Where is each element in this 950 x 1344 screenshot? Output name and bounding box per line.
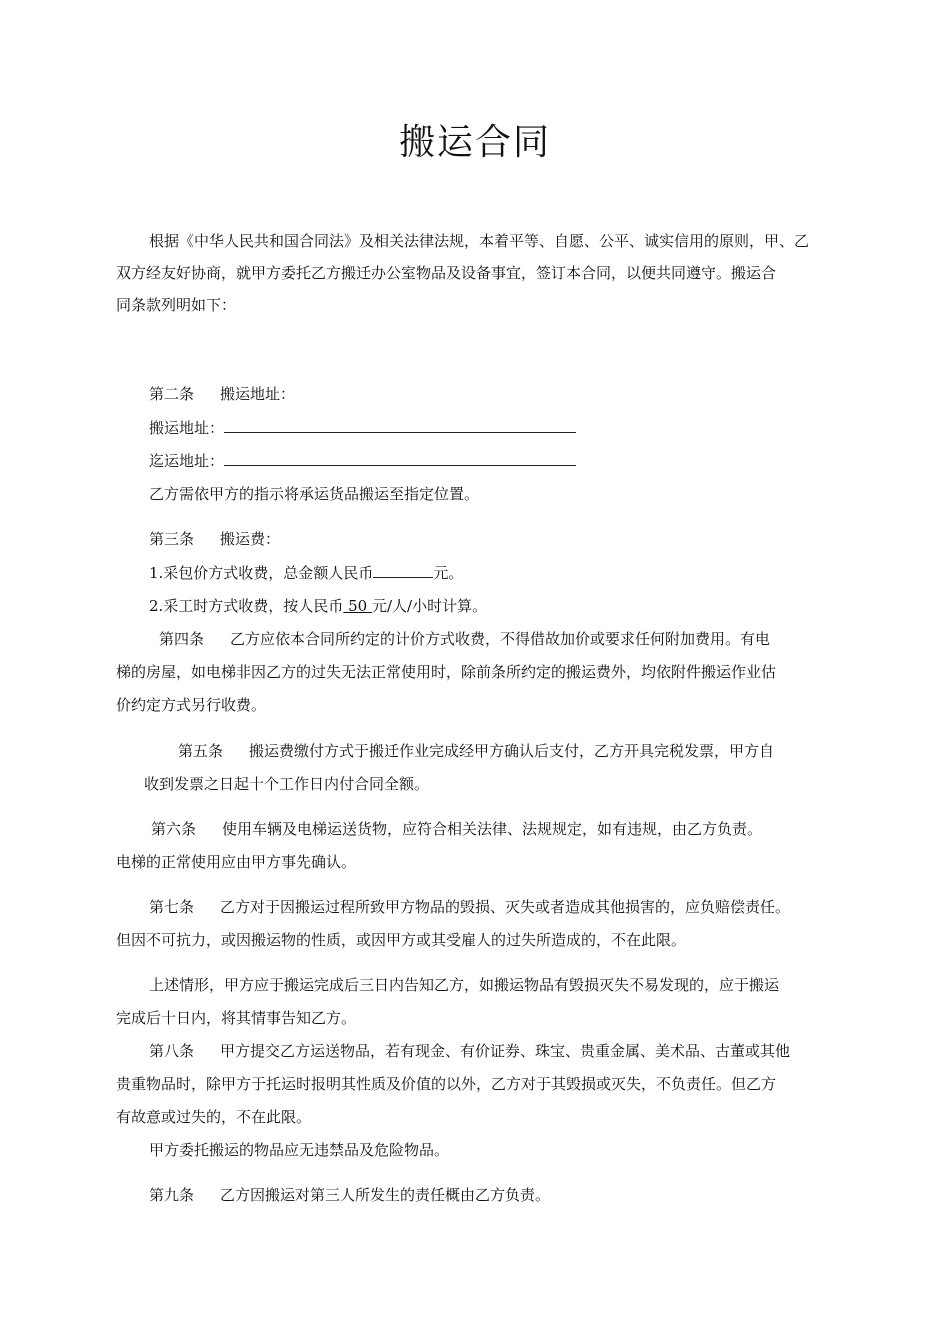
fee-option-2-suffix: 元/人/小时计算。 (371, 597, 488, 615)
total-amount-field[interactable] (373, 563, 433, 578)
from-address-field[interactable] (224, 418, 576, 433)
intro-line-3: 同条款列明如下： (116, 296, 237, 314)
article-7-label: 第七条 (149, 898, 195, 916)
fee-option-2-prefix: 2.采工时方式收费，按人民币 (149, 597, 344, 615)
article-5-line-2: 收到发票之日起十个工作日内付合同全额。 (144, 775, 430, 793)
document-title: 搬运合同 (398, 122, 551, 163)
article-9-line-1: 第九条 乙方因搬运对第三人所发生的责任概由乙方负责。 (149, 1186, 551, 1204)
article-8-para2: 甲方委托搬运的物品应无违禁品及危险物品。 (149, 1141, 450, 1159)
to-address-row (149, 451, 576, 471)
article-7-line-2: 但因不可抗力，或因搬运物的性质，或因甲方或其受雇人的过失所造成的，不在此限。 (116, 931, 687, 949)
article-4-line-3: 价约定方式另行收费。 (116, 696, 267, 714)
article-3-label: 第三条 (149, 530, 195, 548)
to-address-label: 迄运地址： (149, 452, 225, 470)
fee-option-1 (149, 563, 463, 583)
article-8-label: 第八条 (149, 1042, 195, 1060)
article-2-note: 乙方需依甲方的指示将承运货品搬运至指定位置。 (149, 485, 480, 503)
article-6-label: 第六条 (151, 820, 197, 838)
from-address-row (149, 418, 576, 438)
article-7-line-1: 第七条 乙方对于因搬运过程所致甲方物品的毁损、灭失或者造成其他损害的，应负赔偿责任。 (149, 898, 791, 916)
intro-line-2: 双方经友好协商，就甲方委托乙方搬迁办公室物品及设备事宜，签订本合同，以便共同遵守。搬运合 (116, 264, 777, 282)
hourly-rate-value: 50 (348, 597, 368, 615)
article-2-label: 第二条 (149, 385, 195, 403)
article-5-label: 第五条 (178, 742, 224, 760)
article-6-line-2: 电梯的正常使用应由甲方事先确认。 (116, 853, 357, 871)
fee-option-1-suffix: 元。 (433, 564, 464, 582)
article-7-para2-line-1: 上述情形，甲方应于搬运完成后三日内告知乙方，如搬运物品有毁损灭失不易发现的，应于搬运 (149, 976, 780, 994)
article-6-line-1: 第六条 使用车辆及电梯运送货物，应符合相关法律、法规规定，如有违规，由乙方负责。 (151, 820, 763, 838)
to-address-field[interactable] (224, 451, 576, 466)
article-5-line-1: 第五条 搬运费缴付方式于搬迁作业完成经甲方确认后支付，乙方开具完税发票，甲方自 (178, 742, 775, 760)
article-4-line-2: 梯的房屋，如电梯非因乙方的过失无法正常使用时，除前条所约定的搬运费外，均依附件搬运作业估 (116, 663, 777, 681)
article-8-line-1: 第八条 甲方提交乙方运送物品，若有现金、有价证券、珠宝、贵重金属、美术品、古董或其他 (149, 1042, 791, 1060)
article-2-heading (149, 384, 295, 404)
article-7-para2-line-2: 完成后十日内，将其情事告知乙方。 (116, 1009, 357, 1027)
article-3-heading (149, 529, 280, 549)
article-4-label: 第四条 (159, 630, 205, 648)
article-3-title: 搬运费： (220, 530, 281, 548)
intro-line-1: 根据《中华人民共和国合同法》及相关法律法规，本着平等、自愿、公平、诚实信用的原则，甲、乙 (149, 232, 810, 250)
from-address-label: 搬运地址： (149, 419, 225, 437)
fee-option-2 (149, 596, 487, 616)
article-2-title: 搬运地址： (220, 385, 296, 403)
article-8-line-3: 有故意或过失的，不在此限。 (116, 1108, 312, 1126)
article-8-line-2: 贵重物品时，除甲方于托运时报明其性质及价值的以外，乙方对于其毁损或灭失，不负责任。但乙方 (116, 1075, 777, 1093)
fee-option-1-prefix: 1.采包价方式收费，总金额人民币 (149, 564, 374, 582)
article-9-label: 第九条 (149, 1186, 195, 1204)
article-4-line-1: 第四条 乙方应依本合同所约定的计价方式收费，不得借故加价或要求任何附加费用。有电 (159, 630, 771, 648)
